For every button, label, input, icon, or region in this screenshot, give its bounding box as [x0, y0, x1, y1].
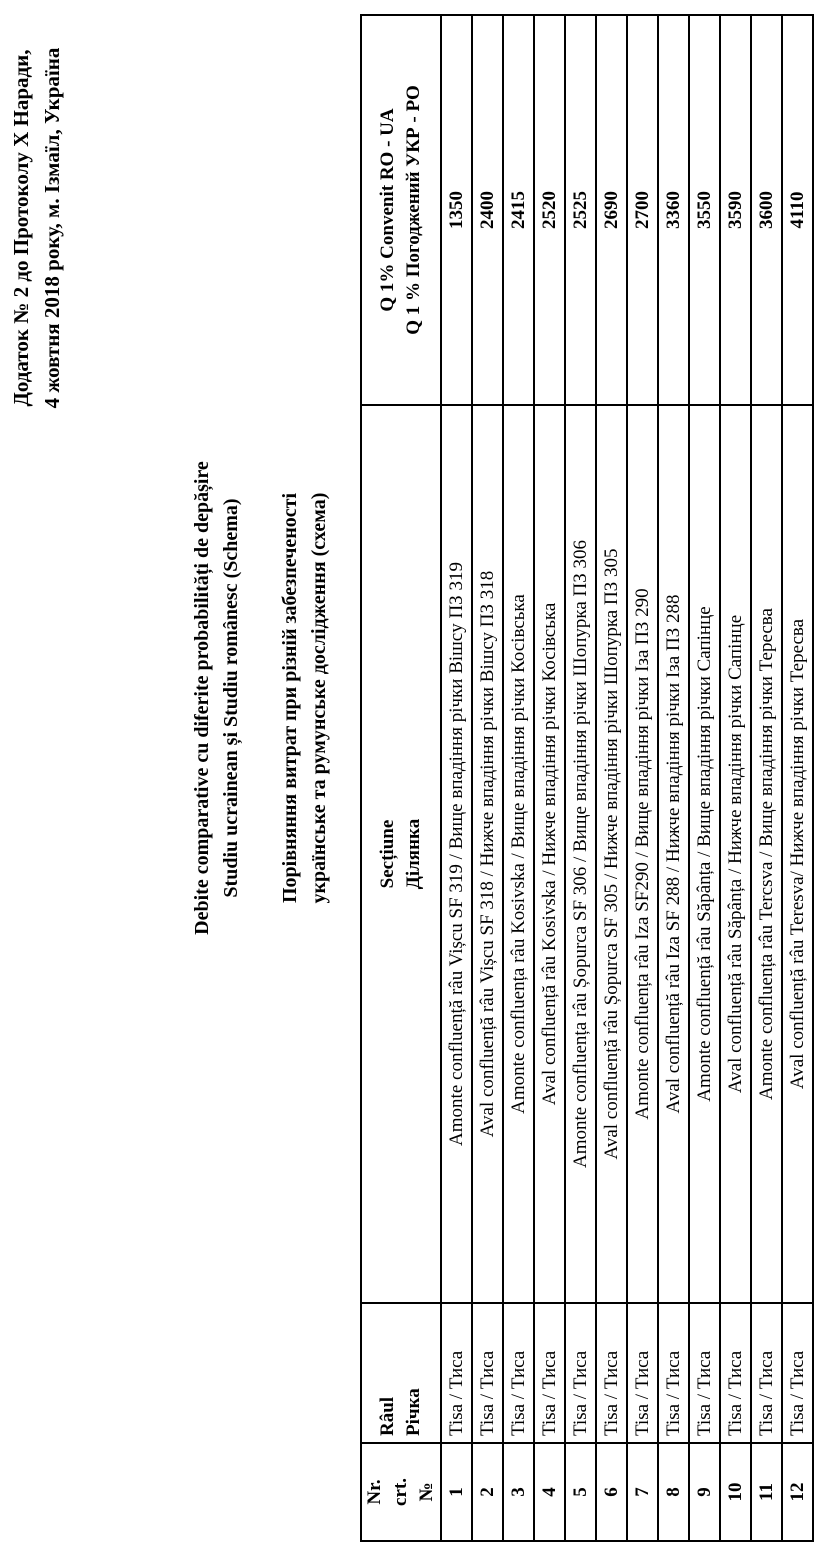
header-section-line: Ділянка — [403, 818, 424, 890]
table-row — [503, 15, 534, 1541]
header-river — [361, 1303, 441, 1443]
cell-nr: 10 — [720, 1443, 751, 1541]
cell-q1: 1350 — [441, 15, 472, 405]
cell-nr: 12 — [782, 1443, 813, 1541]
header-nr — [361, 1443, 441, 1541]
header-nr-line: № — [416, 1482, 437, 1502]
cell-section: Amonte confluența râu Tercsva / Вище впадіння річки Тересва — [751, 405, 782, 1303]
cell-river: Tisa / Тиса — [503, 1303, 534, 1443]
cell-section: Amonte confluența râu Kosivska / Вище впадіння річки Косівська — [503, 405, 534, 1303]
table-row — [627, 15, 658, 1541]
cell-q1: 2690 — [596, 15, 627, 405]
cell-section: Aval confluență râu Șopurca SF 305 / Нижче впадіння річки Шопурка ПЗ 305 — [596, 405, 627, 1303]
table-row — [565, 15, 596, 1541]
cell-nr: 3 — [503, 1443, 534, 1541]
header-section — [361, 405, 441, 1303]
cell-section: Aval confluență râu Teresva/ Нижче впадіння річки Тересва — [782, 405, 813, 1303]
header-q1 — [361, 15, 441, 405]
table-body — [441, 15, 813, 1541]
cell-q1: 3600 — [751, 15, 782, 405]
cell-river: Tisa / Тиса — [658, 1303, 689, 1443]
table-row — [596, 15, 627, 1541]
table-row — [534, 15, 565, 1541]
cell-nr: 7 — [627, 1443, 658, 1541]
table-header-row — [361, 15, 441, 1541]
table-row — [751, 15, 782, 1541]
cell-q1: 3550 — [689, 15, 720, 405]
annex-header — [6, 8, 68, 448]
annex-line-2: 4 жовтня 2018 року, м. Ізмаїл, Україна — [40, 47, 64, 409]
cell-river: Tisa / Тиса — [534, 1303, 565, 1443]
cell-section: Amonte confluența râu Șopurca SF 306 / Вище впадіння річки Шопурка ПЗ 306 — [565, 405, 596, 1303]
cell-section: Amonte confluență râu Vișcu SF 319 / Вище впадіння річки Вішcу ПЗ 319 — [441, 405, 472, 1303]
cell-river: Tisa / Тиса — [441, 1303, 472, 1443]
title-ro-line-1: Debite comparative cu diferite probabilități de depășire — [191, 461, 213, 935]
cell-q1: 4110 — [782, 15, 813, 405]
cell-river: Tisa / Тиса — [782, 1303, 813, 1443]
cell-q1: 2520 — [534, 15, 565, 405]
cell-nr: 4 — [534, 1443, 565, 1541]
header-nr-line: Nr. — [364, 1479, 385, 1505]
cell-river: Tisa / Тиса — [751, 1303, 782, 1443]
cell-river: Tisa / Тиса — [627, 1303, 658, 1443]
cell-section: Amonte confluență râu Săpânța / Вище впадіння річки Сапінце — [689, 405, 720, 1303]
table-row — [472, 15, 503, 1541]
cell-section: Aval confluență râu Kosivska / Нижче впадіння річки Косівська — [534, 405, 565, 1303]
header-nr-line: crt. — [390, 1478, 411, 1506]
annex-line-1: Додаток № 2 до Протоколу Х Наради, — [9, 49, 33, 407]
table-row — [782, 15, 813, 1541]
cell-q1: 2525 — [565, 15, 596, 405]
header-q1-line: Q 1 % Погоджений УКР - РО — [403, 85, 424, 335]
title-ro-line-2: Studiu ucrainean și Studiu românesc (Schema) — [220, 498, 242, 898]
table-row — [689, 15, 720, 1541]
cell-section: Amonte confluența râu Iza SF290 / Вище впадіння річки Іза ПЗ 290 — [627, 405, 658, 1303]
cell-section: Aval confluență râu Vișcu SF 318 / Нижче впадіння річки Вішсу ПЗ 318 — [472, 405, 503, 1303]
header-q1-line: Q 1% Convenit RO - UA — [377, 108, 398, 312]
title-ua-line-1: Порівняння витрат при різній забезпеченості — [279, 492, 301, 904]
cell-nr: 5 — [565, 1443, 596, 1541]
table-row — [720, 15, 751, 1541]
header-river-line: Річка — [403, 1388, 424, 1436]
cell-section: Aval confluență râu Iza SF 288 / Нижче впадіння річки Іза ПЗ 288 — [658, 405, 689, 1303]
discharge-table — [360, 14, 814, 1542]
cell-q1: 2415 — [503, 15, 534, 405]
cell-q1: 3590 — [720, 15, 751, 405]
table-row — [658, 15, 689, 1541]
cell-river: Tisa / Тиса — [596, 1303, 627, 1443]
cell-section: Aval confluență râu Săpânța / Нижче впадіння річки Сапінце — [720, 405, 751, 1303]
cell-nr: 8 — [658, 1443, 689, 1541]
cell-q1: 3360 — [658, 15, 689, 405]
cell-river: Tisa / Тиса — [472, 1303, 503, 1443]
cell-nr: 11 — [751, 1443, 782, 1541]
document-title — [188, 308, 334, 1088]
cell-river: Tisa / Тиса — [720, 1303, 751, 1443]
cell-q1: 2400 — [472, 15, 503, 405]
cell-river: Tisa / Тиса — [565, 1303, 596, 1443]
cell-river: Tisa / Тиса — [689, 1303, 720, 1443]
title-ua-line-2: українське та румунське дослідження (схема) — [308, 492, 330, 904]
cell-nr: 2 — [472, 1443, 503, 1541]
cell-nr: 1 — [441, 1443, 472, 1541]
cell-nr: 9 — [689, 1443, 720, 1541]
cell-nr: 6 — [596, 1443, 627, 1541]
header-river-line: Râul — [377, 1396, 398, 1436]
cell-q1: 2700 — [627, 15, 658, 405]
header-section-line: Secțiune — [377, 819, 398, 889]
table-row — [441, 15, 472, 1541]
